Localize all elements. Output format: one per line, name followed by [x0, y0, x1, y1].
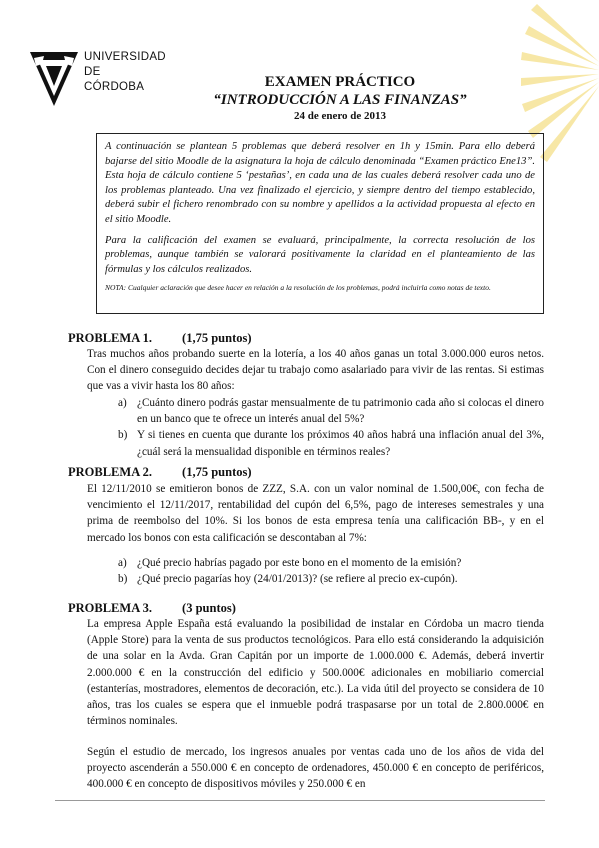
problem-3-points: (3 puntos) [182, 601, 236, 615]
problem-2-heading [68, 465, 252, 480]
problem-1-items [118, 395, 544, 460]
problem-1-item-b [118, 427, 544, 459]
problem-3-text: La empresa Apple España está evaluando la posibilidad de instalar en Córdoba un macro tienda (Apple Store) para la venta de sus productos tecnológicos. Para ello está considerando la adquisición de una solar en la Avda. Gran Capitán por un importe de 1.000.000 €. Además, deberá invertir 2.000.000 € en la construcción del edificio y 500.000€ adicionales en mobiliario comercial (estanterías, mostradores, elementos de decoración, etc.). La vida útil del proyecto se considera de 10 años, tras los cuales se espera que el inmueble podrá traspasarse por un total de 2.800.000€ en términos nominales. [87, 618, 544, 728]
course-title: “INTRODUCCIÓN A LAS FINANZAS” [213, 92, 467, 108]
item-label: b) [118, 429, 128, 442]
problem-2-item-a [118, 555, 544, 571]
problem-1-heading [68, 331, 252, 346]
item-label: a) [118, 557, 127, 569]
university-logo [28, 46, 178, 116]
item-label: b) [118, 573, 128, 586]
exam-date: 24 de enero de 2013 [293, 110, 387, 122]
item-label: a) [118, 397, 127, 409]
problem-3-heading [68, 601, 236, 616]
footer-divider [55, 800, 545, 801]
university-name [84, 50, 166, 95]
problem-1-text: Tras muchos años probando suerte en la lotería, a los 40 años ganas un total 3.000.000 euros netos. Con el dinero conseguido decides dejar tu trabajo como asalariado para vivir de las rentas. Si estimas que vas a vivir hasta los 80 años: [87, 348, 544, 393]
problem-2-title: PROBLEMA 2. [68, 465, 153, 479]
logo-line-1: UNIVERSIDAD [84, 51, 166, 63]
item-text: Y si tienes en cuenta que durante los próximos 40 años habrá una inflación anual del 3%, ¿cuál será la mensualidad disponible en términos reales? [137, 429, 544, 458]
problem-3-title: PROBLEMA 3. [68, 601, 153, 615]
logo-line-3: CÓRDOBA [84, 81, 145, 93]
problem-2-item-b [118, 571, 544, 587]
logo-line-2: DE [84, 66, 101, 78]
instructions-note: NOTA: Cualquier aclaración que desee hacer en relación a la resolución de los problemas, podrá incluirla como notas de texto. [105, 283, 491, 293]
exam-title: EXAMEN PRÁCTICO [264, 74, 416, 90]
problem-3-text-2: Según el estudio de mercado, los ingresos anuales por ventas cada uno de los años de vida del proyecto ascenderán a 550.000 € en concepto de ordenadores, 450.000 € en concepto de periféricos, 400.000 € en concepto de dispositivos móviles y 250.000 € en [87, 746, 544, 791]
problem-1-title: PROBLEMA 1. [68, 331, 153, 345]
problem-1-points: (1,75 puntos) [182, 331, 252, 345]
instructions-paragraph-1: A continuación se plantean 5 problemas que deberá resolver en 1h y 15min. Para ello deberá bajarse del sitio Moodle de la asignatura la hoja de cálculo denominada “Examen práctico Ene13”. Esta hoja de cálculo contiene 5 ‘pestañas’, en cada una de las cuales deberá resolver cada uno de los problemas planteado. Una vez finalizado el ejercicio, y siempre dentro del tiempo establecido, deberá subir el fichero renombrado con su nombre y apellidos a la actividad propuesta al efecto en el sitio Moodle. [105, 141, 535, 225]
item-text: ¿Qué precio habrías pagado por este bono en el momento de la emisión? [137, 557, 462, 569]
instructions-paragraph-2: Para la calificación del examen se evaluará, principalmente, la correcta resolución de los problemas, aunque también se valorará positivamente la claridad en el planteamiento de las fórmulas y los cálculos realizados. [105, 234, 535, 275]
instructions-box [96, 133, 544, 314]
problem-1-item-a [118, 395, 544, 427]
item-text: ¿Cuánto dinero podrás gastar mensualmente de tu patrimonio cada año si colocas el dinero en un banco que te ofrece un interés anual del 5%? [137, 397, 544, 426]
problem-2-items [118, 555, 544, 587]
problem-2-points: (1,75 puntos) [182, 465, 252, 479]
problem-2-text: El 12/11/2010 se emitieron bonos de ZZZ, S.A. con un valor nominal de 1.500,00€, con fecha de vencimiento el 12/11/2017, rentabilidad del cupón del 6,5%, pago de intereses semestrales y una prima de reembolso del 10%. Si los bonos de esta empresa tenía una calificación BB-, y en el mercado los bonos con esta calificación se descontaban al 7%: [87, 483, 544, 544]
university-crest-icon [28, 46, 80, 110]
item-text: ¿Qué precio pagarías hoy (24/01/2013)? (se refiere al precio ex-cupón). [137, 573, 458, 586]
